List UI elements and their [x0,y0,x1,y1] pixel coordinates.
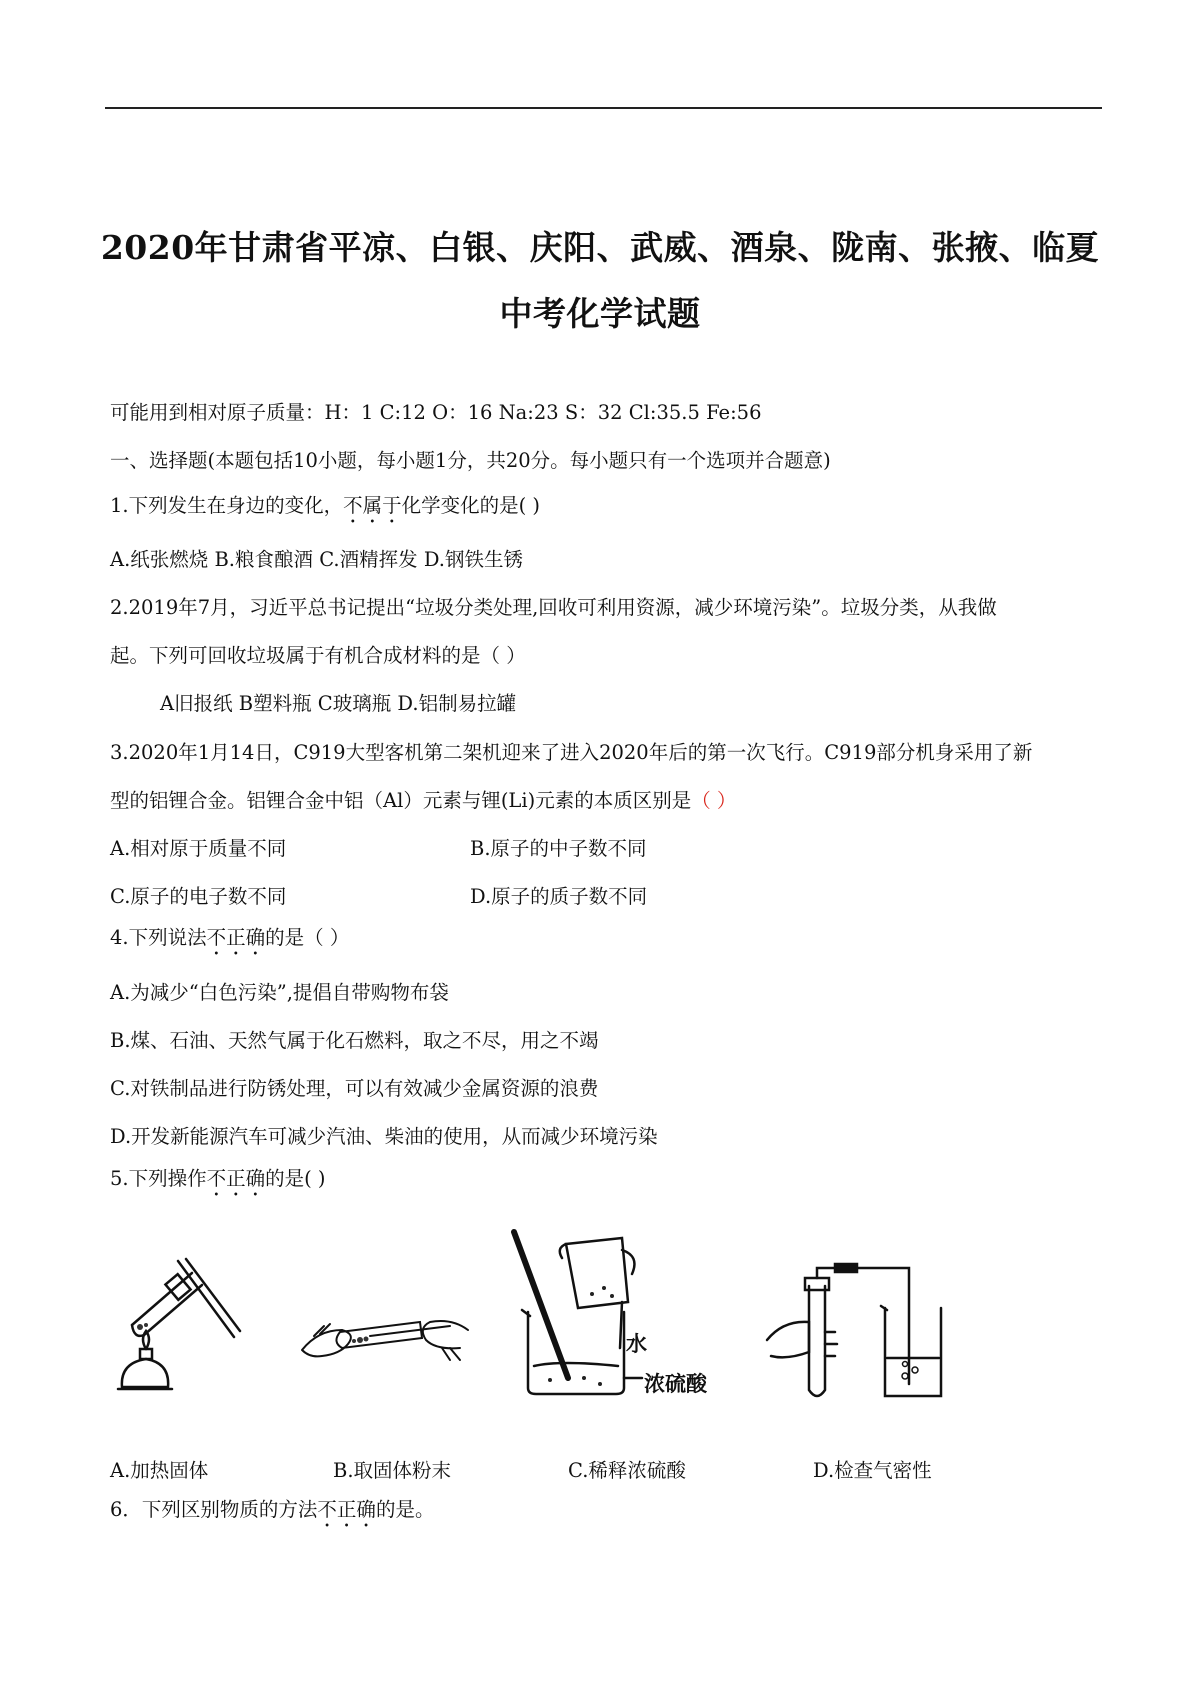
question-2-line2: 起。下列可回收垃圾属于有机合成材料的是（ ） [110,644,526,667]
question-2-line1: 2.2019年7月，习近平总书记提出“垃圾分类处理,回收可利用资源，减少环境污染”。垃圾分类，从我做 [110,596,997,619]
question-4-option-d: D.开发新能源汽车可减少汽油、柴油的使用，从而减少环境污染 [110,1125,658,1148]
question-6: 6．下列区别物质的方法不正确的是。 [110,1498,435,1521]
question-5: 5.下列操作不正确的是( ) [110,1167,326,1190]
emphasis-text: 不正确 [317,1498,376,1521]
emphasis-text: 不正确 [206,926,266,949]
figure-caption-c: C.稀释浓硫酸 [568,1459,686,1482]
question-3-option-b: B.原子的中子数不同 [470,837,647,860]
question-3-line2: 型的铝锂合金。铝锂合金中铝（Al）元素与锂(Li)元素的本质区别是（ ） [110,789,737,812]
figure-caption-b: B.取固体粉末 [333,1459,452,1482]
exam-title-line1: 2020年甘肃省平凉、白银、庆阳、武威、酒泉、陇南、张掖、临夏 [100,228,1100,267]
answer-bracket: （ ） [691,789,737,812]
question-4-option-c: C.对铁制品进行防锈处理，可以有效减少金属资源的浪费 [110,1077,599,1100]
emphasis-text: 不正确 [206,1167,266,1190]
figure-caption-d: D.检查气密性 [813,1459,932,1482]
question-3-option-c: C.原子的电子数不同 [110,885,287,908]
question-2-options: A旧报纸 B塑料瓶 C玻璃瓶 D.铝制易拉罐 [160,692,517,715]
figure-airtightness [765,1260,960,1405]
question-4: 4.下列说法不正确的是（ ） [110,926,350,949]
header-rule [105,107,1102,109]
figure-taking-powder [300,1300,470,1375]
question-1-options: A.纸张燃烧 B.粮食酿酒 C.酒精挥发 D.钢铁生锈 [110,548,523,571]
figure-heating-solid [110,1255,245,1395]
atomic-mass-line: 可能用到相对原子质量：H：1 C:12 O：16 Na:23 S：32 Cl:35.5 Fe:56 [110,401,762,424]
question-3-option-a: A.相对原于质量不同 [110,837,287,860]
question-3-option-d: D.原子的质子数不同 [470,885,648,908]
emphasis-text: 不属于 [343,494,402,517]
label-acid: 浓硫酸 [644,1371,707,1396]
figure-caption-a: A.加热固体 [110,1459,209,1482]
label-water: 水 [626,1331,647,1356]
question-3-line1: 3.2020年1月14日，C919大型客机第二架机迎来了进入2020年后的第一次飞行。C919部分机身采用了新 [110,741,1033,764]
question-4-option-a: A.为减少“白色污染”,提倡自带购物布袋 [110,981,449,1004]
question-4-option-b: B.煤、石油、天然气属于化石燃料，取之不尽，用之不竭 [110,1029,599,1052]
exam-title-line2: 中考化学试题 [499,294,701,333]
figure-diluting-acid [500,1228,710,1403]
question-1: 1.下列发生在身边的变化，不属于化学变化的是( ) [110,494,541,517]
section-heading: 一、选择题(本题包括10小题，每小题1分，共20分。每小题只有一个选项并合题意) [110,449,831,472]
